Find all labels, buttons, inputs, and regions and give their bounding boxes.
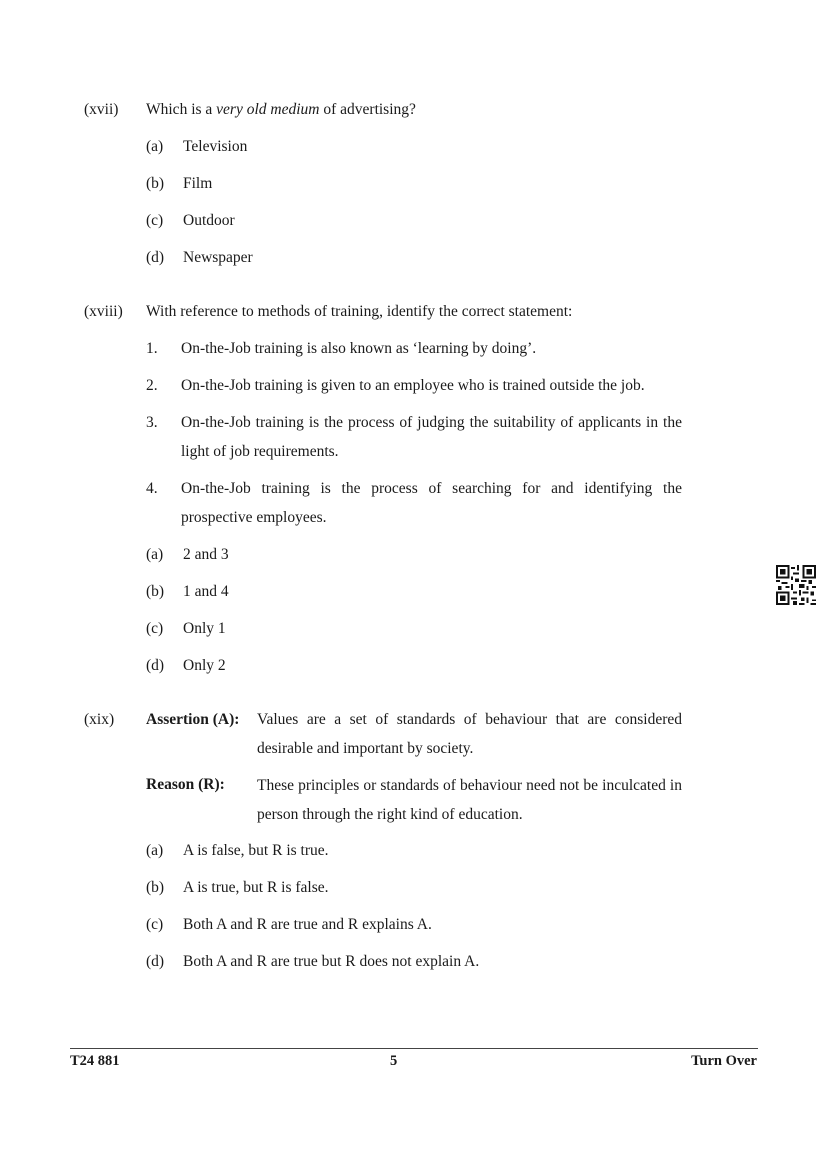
statement-label: 4. xyxy=(146,480,158,497)
option-text: Both A and R are true but R does not explain A. xyxy=(183,953,480,970)
statement-text: On-the-Job training is the process of searching for and identifying the prospective employees. xyxy=(181,480,682,526)
option-text: A is false, but R is true. xyxy=(183,842,329,859)
option-label: (a) xyxy=(146,842,164,859)
reason-text: These principles or standards of behaviour need not be inculcated in person through the right kind of education. xyxy=(257,777,682,823)
option-text: Television xyxy=(183,138,248,155)
statement-label: 2. xyxy=(146,377,158,394)
assertion-text: Values are a set of standards of behaviour that are considered desirable and important by society. xyxy=(257,711,682,757)
option-text: Outdoor xyxy=(183,212,235,229)
page-number: 5 xyxy=(390,1053,398,1069)
option-text: Both A and R are true and R explains A. xyxy=(183,916,432,933)
option-label: (d) xyxy=(146,953,165,970)
option-label: (c) xyxy=(146,620,164,637)
stem-text: of advertising? xyxy=(319,101,416,118)
statement-text: On-the-Job training is given to an employee who is trained outside the job. xyxy=(181,377,645,394)
option-text: Film xyxy=(183,175,213,192)
paper-code: T24 881 xyxy=(70,1053,120,1069)
question-number: (xviii) xyxy=(84,303,123,320)
stem-text: Which is a xyxy=(146,101,217,118)
statement-label: 1. xyxy=(146,340,158,357)
question-stem: With reference to methods of training, identify the correct statement: xyxy=(146,303,573,320)
option-label: (b) xyxy=(146,583,165,600)
option-label: (c) xyxy=(146,212,164,229)
option-text: A is true, but R is false. xyxy=(183,879,329,896)
reason-label: Reason (R): xyxy=(146,776,225,793)
option-label: (b) xyxy=(146,175,165,192)
turn-over-label: Turn Over xyxy=(691,1053,757,1069)
option-text: 2 and 3 xyxy=(183,546,229,563)
footer-rule xyxy=(70,1048,758,1049)
statement-text: On-the-Job training is also known as ‘learning by doing’. xyxy=(181,340,537,357)
statement-label: 3. xyxy=(146,414,158,431)
option-label: (d) xyxy=(146,657,165,674)
statement-text: On-the-Job training is the process of judging the suitability of applicants in the light of job requirements. xyxy=(181,414,682,460)
option-text: Only 1 xyxy=(183,620,226,637)
option-text: Newspaper xyxy=(183,249,253,266)
question-number: (xix) xyxy=(84,711,115,728)
stem-emphasis: very old medium xyxy=(216,101,320,118)
assertion-label: Assertion (A): xyxy=(146,711,240,728)
option-text: 1 and 4 xyxy=(183,583,229,600)
question-number: (xvii) xyxy=(84,101,119,118)
option-label: (b) xyxy=(146,879,165,896)
option-label: (c) xyxy=(146,916,164,933)
qr-code-icon xyxy=(776,565,816,605)
option-label: (a) xyxy=(146,546,164,563)
option-label: (d) xyxy=(146,249,165,266)
question-stem xyxy=(146,101,416,119)
option-text: Only 2 xyxy=(183,657,226,674)
option-label: (a) xyxy=(146,138,164,155)
